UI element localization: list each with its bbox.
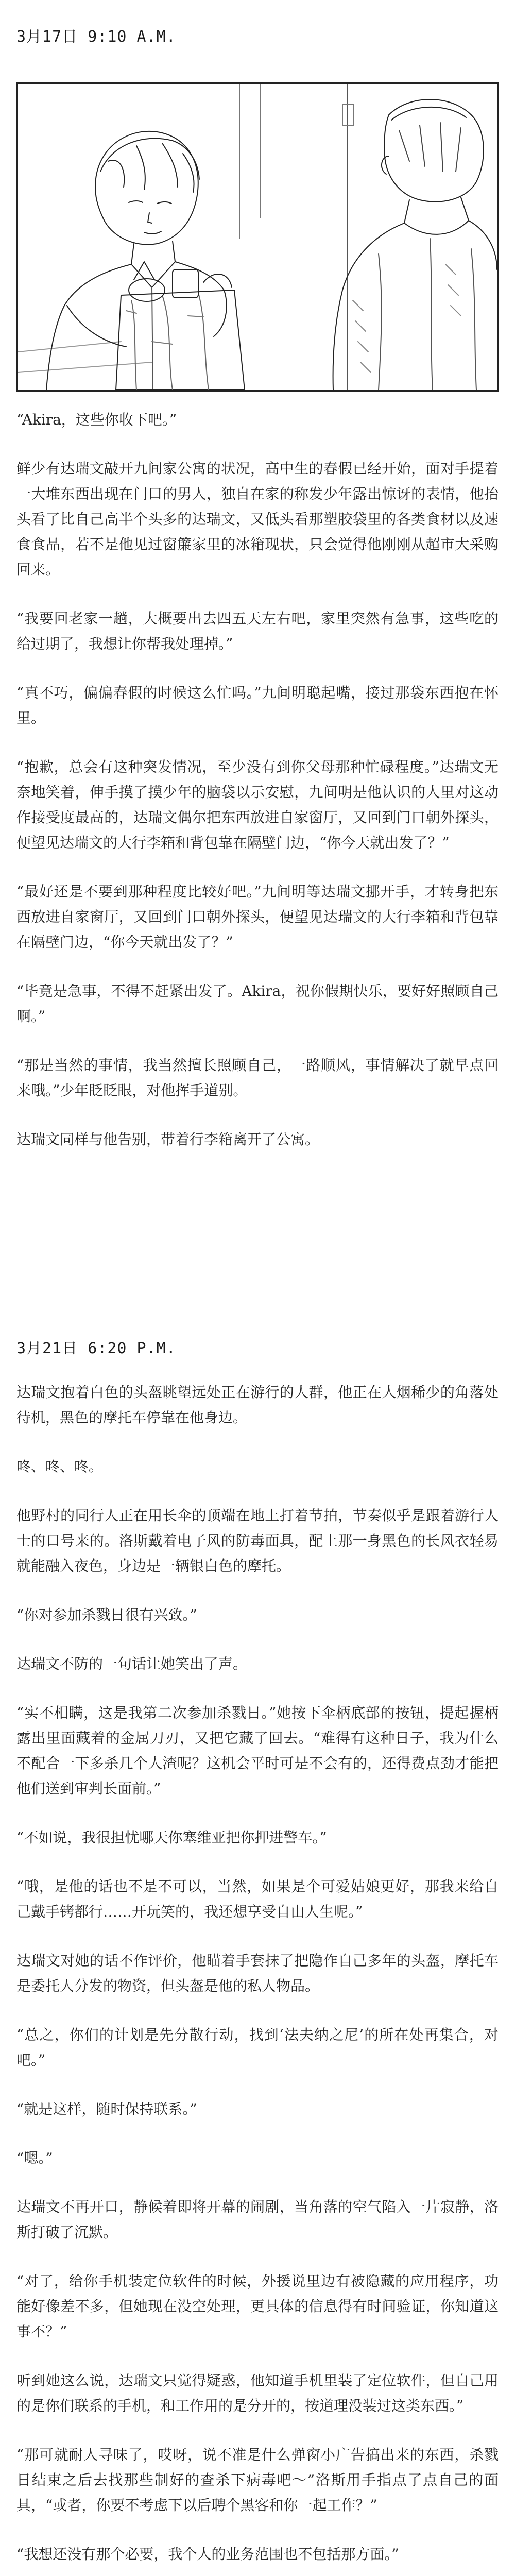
paragraph: 咚、咚、咚。 (16, 1458, 104, 1475)
paragraph: 听到她这么说，达瑞文只觉得疑惑，他知道手机里装了定位软件，但自己用的是你们联系的手机，和工作用的是分开的，按道理没装过这类东西。” (16, 2372, 499, 2414)
entry-date-2: 3月21日 6:20 P.M. (16, 1340, 176, 1358)
paragraph: “哦，是他的话也不是不可以，当然，如果是个可爱姑娘更好，那我来给自己戴手铐都行……开玩笑的，我还想享受自由人生呢。” (16, 1878, 499, 1920)
manga-illustration (16, 82, 499, 392)
entry-date-1: 3月17日 9:10 A.M. (16, 28, 176, 46)
paragraph: “我想还没有那个必要，我个人的业务范围也不包括那方面。” (16, 2546, 399, 2563)
paragraph: 他野村的同行人正在用长伞的顶端在地上打着节拍，节奏似乎是跟着游行人士的口号来的。洛斯戴着电子风的防毒面具，配上那一身黑色的长风衣轻易就能融入夜色，身边是一辆银白色的摩托。 (16, 1507, 499, 1574)
paragraph: 达瑞文抱着白色的头盔眺望远处正在游行的人群，他正在人烟稀少的角落处待机，黑色的摩托车停靠在他身边。 (16, 1384, 499, 1426)
paragraph: “那可就耐人寻味了，哎呀，说不准是什么弹窗小广告搞出来的东西，杀戮日结束之后去找那些制好的查杀下病毒吧～”洛斯用手指点了点自己的面具，“或者，你要不考虑下以后聘个黑客和你一起工作？” (16, 2446, 499, 2514)
paragraph: “毕竟是急事，不得不赶紧出发了。Akira，祝你假期快乐，要好好照顾自己啊。” (16, 982, 499, 1025)
paragraph: “总之，你们的计划是先分散行动，找到‘法夫纳之尼’的所在处再集合，对吧。” (16, 2026, 499, 2069)
paragraph: 达瑞文同样与他告别，带着行李箱离开了公寓。 (16, 1131, 320, 1148)
paragraph: “那是当然的事情，我当然擅长照顾自己，一路顺风，事情解决了就早点回来哦。”少年眨眨眼，对他挥手道别。 (16, 1057, 499, 1099)
paragraph: “抱歉，总会有这种突发情况，至少没有到你父母那种忙碌程度。”达瑞文无奈地笑着，伸手摸了摸少年的脑袋以示安慰，九间明是他认识的人里对这动作接受度最高的，达瑞文偶尔把东西放进自家窗厅，又回到门口朝外探头，便望见达瑞文的大行李箱和背包靠在隔壁门边，“你今天就出发了？” (16, 758, 499, 851)
paragraph: “对了，给你手机装定位软件的时候，外援说里边有被隐藏的应用程序，功能好像差不多，但她现在没空处理，更具体的信息得有时间验证，你知道这事不？” (16, 2273, 499, 2340)
paragraph: “就是这样，随时保持联系。” (16, 2100, 197, 2117)
paragraph: “真不巧，偏偏春假的时候这么忙吗。”九间明聪起嘴，接过那袋东西抱在怀里。 (16, 684, 499, 726)
paragraph: “不如说，我很担忧哪天你塞维亚把你押进警车。” (16, 1829, 327, 1846)
paragraph: 达瑞文不防的一句话让她笑出了声。 (16, 1655, 248, 1672)
paragraph: “你对参加杀戮日很有兴致。” (16, 1606, 197, 1623)
paragraph: “Akira，这些你收下吧。” (16, 411, 177, 428)
paragraph: 达瑞文对她的话不作评价，他瞄着手套抹了把隐作自己多年的头盔，摩托车是委托人分发的物资，但头盔是他的私人物品。 (16, 1952, 499, 1994)
paragraph: 达瑞文不再开口，静候着即将开幕的闹剧，当角落的空气陷入一片寂静，洛斯打破了沉默。 (16, 2198, 499, 2241)
paragraph: 鲜少有达瑞文敲开九间家公寓的状况，高中生的春假已经开始，面对手提着一大堆东西出现在门口的男人，独自在家的称发少年露出惊讶的表情，他抬头看了比自己高半个头多的达瑞文，又低头看那塑胶袋里的各类食材以及速食食品，若不是他见过窗簾家里的冰箱现状，只会觉得他刚刚从超市大采购回来。 (16, 460, 499, 578)
paragraph: “我要回老家一趟，大概要出去四五天左右吧，家里突然有急事，这些吃的给过期了，我想让你帮我处理掉。” (16, 610, 499, 652)
paragraph: “实不相瞒，这是我第二次参加杀戮日。”她按下伞柄底部的按钮，提起握柄露出里面藏着的金属刀刃，又把它藏了回去。“难得有这种日子，我为什么不配合一下多杀几个人渣呢？这机会平时可是不会有的，还得费点劲才能把他们送到审判长面前。” (16, 1704, 499, 1797)
paragraph: “嗯。” (16, 2149, 53, 2166)
entry-text-2 (16, 1380, 499, 2576)
entry-text-1 (16, 407, 499, 1152)
paragraph: “最好还是不要到那种程度比较好吧。”九间明等达瑞文挪开手，才转身把东西放进自家窗厅，又回到门口朝外探头，便望见达瑞文的大行李箱和背包靠在隔壁门边，“你今天就出发了？” (16, 883, 499, 951)
illustration-drawing (18, 84, 497, 390)
